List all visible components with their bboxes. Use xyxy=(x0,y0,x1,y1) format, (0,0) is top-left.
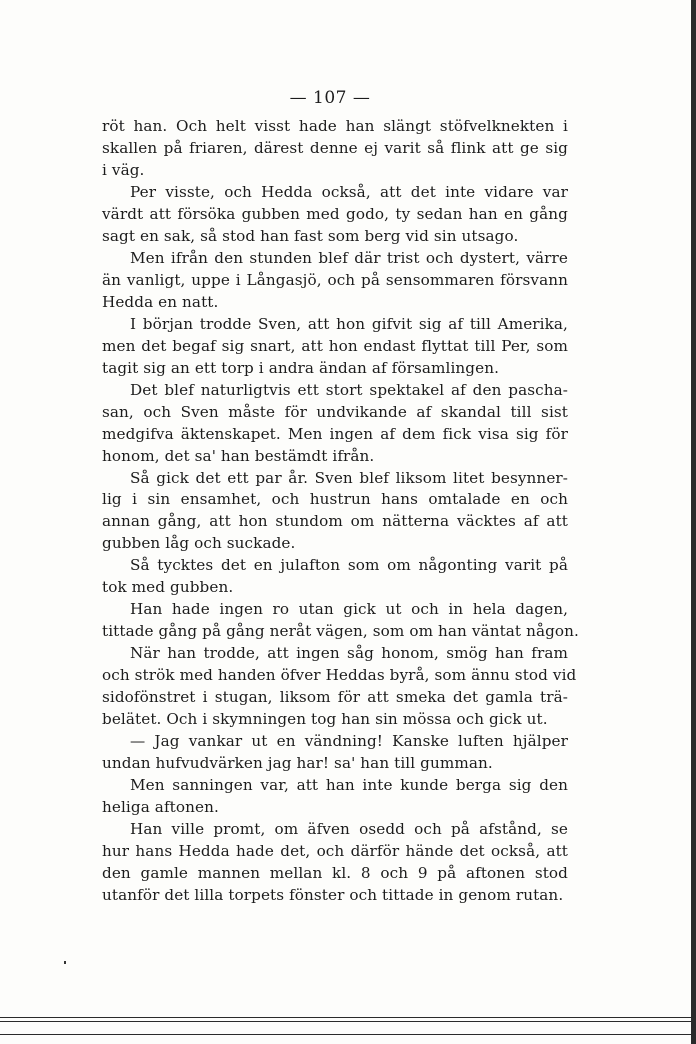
text-line: hur hans Hedda hade det, och därför hände det också, att xyxy=(102,841,568,860)
text-line: sagt en sak, så stod han fast som berg vid sin utsago. xyxy=(102,226,519,245)
page-edge-right xyxy=(691,0,696,1044)
text-line: tok med gubben. xyxy=(102,578,234,597)
text-line: gubben låg och suckade. xyxy=(102,534,296,553)
text-line: den gamle mannen mellan kl. 8 och 9 på aftonen stod xyxy=(102,863,568,882)
text-line: än vanligt, uppe i Långasjö, och på sensommaren försvann xyxy=(102,270,568,289)
text-line: tittade gång på gång neråt vägen, som om han väntat någon. xyxy=(102,622,579,641)
text-line: värdt att försöka gubben med godo, ty sedan han en gång xyxy=(102,204,568,223)
text-line: medgifva äktenskapet. Men ingen af dem fick visa sig för xyxy=(102,424,568,443)
text-line: lig i sin ensamhet, och hustrun hans omtalade en och xyxy=(102,490,568,509)
text-line: Så tycktes det en julafton som om någonting varit på xyxy=(130,556,568,575)
body-text xyxy=(102,116,579,907)
page-number: — 107 — xyxy=(289,88,371,108)
page-edge-bottom-line xyxy=(0,1034,696,1035)
text-line: utanför det lilla torpets fönster och tittade in genom rutan. xyxy=(102,885,564,904)
text-line: heliga aftonen. xyxy=(102,798,219,817)
text-line: Det blef naturligtvis ett stort spektakel af den pascha- xyxy=(130,380,568,399)
text-line: Per visste, och Hedda också, att det inte vidare var xyxy=(130,182,568,201)
text-line: I början trodde Sven, att hon gifvit sig af till Amerika, xyxy=(130,314,568,333)
text-line: belätet. Och i skymningen tog han sin mössa och gick ut. xyxy=(102,710,548,729)
text-line: annan gång, att hon stundom om nätterna väcktes af att xyxy=(102,512,568,531)
text-line: undan hufvudvärken jag har! sa' han till gumman. xyxy=(102,754,493,773)
text-line: skallen på friaren, därest denne ej varit så flink att ge sig xyxy=(102,138,568,157)
text-line: i väg. xyxy=(102,160,145,179)
text-line: Han ville promt, om äfven osedd och på afstånd, se xyxy=(130,820,568,838)
text-line: och strök med handen öfver Heddas byrå, som ännu stod vid xyxy=(102,666,577,685)
page-edge-bottom-line xyxy=(0,1017,696,1018)
text-line: Han hade ingen ro utan gick ut och in hela dagen, xyxy=(130,600,568,619)
text-line: tagit sig an ett torp i andra ändan af församlingen. xyxy=(102,358,500,377)
text-line: Så gick det ett par år. Sven blef liksom litet besynner- xyxy=(130,468,568,487)
text-line: men det begaf sig snart, att hon endast flyttat till Per, som xyxy=(102,336,568,355)
text-line: san, och Sven måste för undvikande af skandal till sist xyxy=(102,402,568,421)
text-line: honom, det sa' han bestämdt ifrån. xyxy=(102,446,375,465)
text-line: sidofönstret i stugan, liksom för att smeka det gamla trä- xyxy=(102,688,568,707)
text-line: — Jag vankar ut en vändning! Kanske luften hjälper xyxy=(130,732,568,751)
text-line: röt han. Och helt visst hade han slängt stöfvelknekten i xyxy=(102,117,568,135)
text-line: Men ifrån den stunden blef där trist och dystert, värre xyxy=(130,248,568,267)
ink-speck xyxy=(64,961,66,964)
text-line: Men sanningen var, att han inte kunde berga sig den xyxy=(130,776,568,795)
text-line: När han trodde, att ingen såg honom, smög han fram xyxy=(130,644,568,663)
text-line: Hedda en natt. xyxy=(102,292,219,311)
page-edge-bottom-line xyxy=(0,1021,696,1022)
